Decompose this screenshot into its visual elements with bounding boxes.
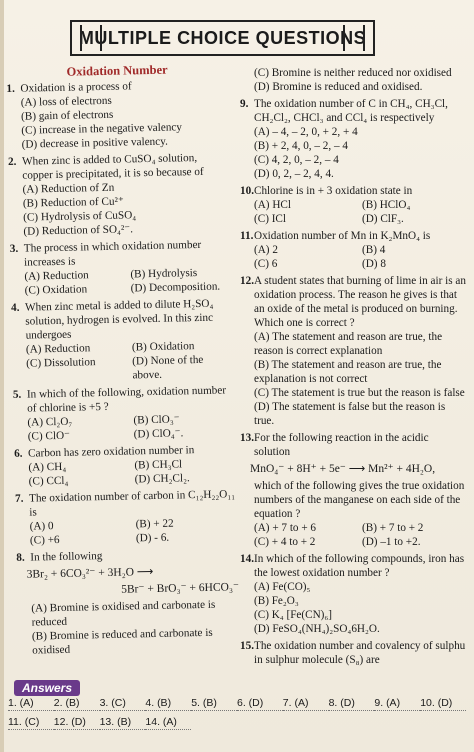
question bbox=[240, 431, 466, 549]
answer-option: (D) FeSO₄(NH₄)₂SO₄6H₂O. bbox=[254, 623, 380, 635]
answers-panel bbox=[0, 681, 474, 752]
answer-option: (B) + 22 bbox=[135, 517, 174, 531]
question-number: 7. bbox=[14, 492, 24, 505]
answer-option: (B) Fe₂O₃ bbox=[254, 595, 299, 607]
answer-option: (C) CCl₄ bbox=[28, 474, 69, 488]
section-header-box bbox=[70, 20, 375, 56]
answer-option: (A) Bromine is oxidised and carbonate is reduced bbox=[31, 598, 216, 629]
answer-option: (D) The statement is false but the reason is true. bbox=[254, 401, 446, 427]
answer-options bbox=[7, 91, 230, 152]
question bbox=[240, 229, 466, 271]
question-number: 3. bbox=[9, 242, 19, 255]
question-text: The oxidation number of C in CH₄, CH₃Cl, CH₂Cl₂, CHCl₃ and CCl₄ is respectively bbox=[254, 98, 448, 124]
question bbox=[240, 274, 466, 428]
answer-option: (D) 0, 2, – 2, 4, 4. bbox=[254, 168, 334, 180]
question bbox=[15, 487, 238, 548]
left-column bbox=[6, 61, 240, 661]
question-text: The process in which oxidation number increases is bbox=[23, 238, 202, 269]
question-text: For the following reaction in the acidic solution bbox=[254, 432, 429, 458]
question-stem bbox=[240, 431, 466, 459]
equation: MnO₄⁻ + 8H⁺ + 5e⁻ ⟶ Mn²⁺ + 4H₂O, bbox=[250, 463, 436, 475]
question-text: In which of the following compounds, iron has the lowest oxidation number ? bbox=[254, 553, 465, 579]
answer-options bbox=[8, 178, 231, 239]
answer-option: (B) + 7 to + 2 bbox=[362, 522, 424, 534]
header-decoration-right bbox=[343, 25, 365, 51]
answer-options bbox=[240, 198, 466, 226]
question-stem bbox=[240, 184, 466, 198]
right-column bbox=[240, 66, 466, 670]
section-title: Oxidation Number bbox=[66, 62, 168, 79]
header-decoration-left bbox=[80, 25, 102, 51]
answer-option: (C) ICl bbox=[254, 213, 287, 225]
answer-option: (B) + 2, 4, 0, – 2, – 4 bbox=[254, 140, 348, 152]
question bbox=[11, 296, 235, 385]
answer-option: (C) + 4 to + 2 bbox=[254, 536, 316, 548]
answer-option: (B) Oxidation bbox=[131, 340, 195, 354]
question-text: The oxidation number and covalency of sulphu in sulphur molecule (S₈) are bbox=[254, 640, 466, 666]
answer-option: (D) 8 bbox=[362, 258, 386, 270]
answer-option: (A) + 7 to + 6 bbox=[254, 522, 317, 534]
answer-option: (D) ClO₄⁻. bbox=[133, 427, 184, 441]
answer-option: (D) CH₂Cl₂. bbox=[134, 472, 190, 486]
question-text: Chlorine is in + 3 oxidation state in bbox=[254, 185, 413, 197]
question-text: Carbon has zero oxidation number in bbox=[27, 444, 195, 460]
answer-option: (A) Reduction bbox=[24, 269, 89, 283]
answer-key-item: 3. (C) bbox=[100, 696, 146, 711]
answer-option: (A) loss of electrons bbox=[20, 94, 112, 109]
question bbox=[240, 66, 466, 94]
answer-option: (B) ClO₃⁻ bbox=[133, 413, 180, 427]
answer-option: (D) - 6. bbox=[135, 531, 170, 545]
question-text: When zinc is added to CuSO₄ solution, copper is precipitated, it is so because of bbox=[21, 152, 204, 182]
answer-option: (C) K₄ [Fe(CN)₆] bbox=[254, 609, 333, 621]
question-stem bbox=[8, 150, 231, 183]
answer-option: (A) Cl₂O₇ bbox=[27, 415, 73, 429]
question-number: 11. bbox=[240, 230, 254, 242]
answer-option: (B) CH₃Cl bbox=[134, 458, 183, 472]
question bbox=[240, 639, 466, 667]
question-stem bbox=[240, 639, 466, 667]
answer-option: (B) The statement and reason are true, the explanation is not correct bbox=[254, 359, 442, 385]
question bbox=[10, 237, 233, 298]
equation: 3Br₂ + 6CO₃²⁻ + 3H₂O ⟶ bbox=[26, 566, 154, 581]
answer-key-item: 11. (C) bbox=[8, 715, 54, 730]
answer-option: (D) Bromine is reduced and oxidised. bbox=[254, 81, 423, 93]
answer-options bbox=[14, 456, 237, 489]
question-text-continued: which of the following gives the true oxidation numbers of the manganese on each side of the equation ? bbox=[254, 480, 465, 520]
answer-key-item: 9. (A) bbox=[374, 696, 420, 711]
answer-option: (C) +6 bbox=[29, 533, 60, 547]
answer-option: (A) The statement and reason are true, the reason is correct explanation bbox=[254, 331, 443, 357]
answer-key-item: 8. (D) bbox=[329, 696, 375, 711]
answer-option: (C) Bromine is neither reduced nor oxidised bbox=[254, 67, 452, 79]
question-stem bbox=[16, 546, 238, 565]
answer-key-item: 4. (B) bbox=[145, 696, 191, 711]
question-number: 8. bbox=[16, 551, 25, 564]
answer-options bbox=[10, 265, 233, 298]
answer-options bbox=[240, 243, 466, 271]
question-number: 12. bbox=[240, 275, 254, 287]
answer-option: (A) 2 bbox=[254, 244, 278, 256]
question-text: A student states that burning of lime in air is an oxidation process. The reason he gives is that an oxide of the metal is produced on burning. Which one is correct ? bbox=[254, 275, 466, 329]
answer-key-item: 7. (A) bbox=[283, 696, 329, 711]
question-text: The oxidation number of carbon in C₁₂H₂₂O₁₁ is bbox=[28, 488, 236, 519]
answer-key-item: 10. (D) bbox=[420, 696, 466, 711]
answer-option: (C) Hydrolysis of CuSO₄ bbox=[23, 209, 137, 224]
answer-options bbox=[17, 597, 240, 658]
answer-options bbox=[12, 338, 235, 385]
question-stem bbox=[240, 274, 466, 330]
question-number: 2. bbox=[7, 155, 17, 168]
answer-option: (B) Reduction of Cu²⁺ bbox=[22, 195, 124, 210]
question-number: 1. bbox=[6, 82, 15, 95]
answer-option: (B) 4 bbox=[362, 244, 386, 256]
question-text: In which of the following, oxidation number of chlorine is +5 ? bbox=[26, 384, 227, 415]
answer-options bbox=[16, 515, 239, 548]
answer-option: (B) HClO₄ bbox=[362, 199, 411, 211]
answer-option: (C) 4, 2, 0, – 2, – 4 bbox=[254, 154, 339, 166]
answer-options bbox=[240, 330, 466, 428]
answer-option: (D) ClF₃. bbox=[362, 213, 404, 225]
question-number: 13. bbox=[240, 432, 254, 444]
answer-key-item: 5. (B) bbox=[191, 696, 237, 711]
answer-option: (C) increase in the negative valency bbox=[21, 121, 183, 137]
question bbox=[6, 77, 229, 152]
question-number: 4. bbox=[10, 301, 20, 314]
question-text: In the following bbox=[30, 550, 103, 564]
answer-option: (D) –1 to +2. bbox=[362, 536, 421, 548]
question-stem bbox=[240, 97, 466, 125]
answer-option: (B) gain of electrons bbox=[20, 108, 114, 123]
answer-option: (D) Decomposition. bbox=[130, 280, 221, 295]
question-text: Oxidation is a process of bbox=[20, 80, 132, 95]
answers-grid bbox=[8, 696, 466, 730]
answer-options bbox=[240, 66, 466, 94]
equation-product: 5Br⁻ + BrO₃⁻ + 6HCO₃⁻ bbox=[121, 581, 240, 596]
answer-options bbox=[240, 125, 466, 181]
answer-key-item: 13. (B) bbox=[100, 715, 146, 730]
answer-key-item: 14. (A) bbox=[145, 715, 191, 730]
question bbox=[8, 150, 232, 239]
question-number: 14. bbox=[240, 553, 254, 565]
answer-option: (B) Hydrolysis bbox=[130, 267, 198, 281]
answer-option: (A) Reduction bbox=[25, 342, 91, 356]
answer-option: (C) Dissolution bbox=[26, 356, 96, 370]
answers-label: Answers bbox=[14, 680, 80, 696]
answer-key-item: 12. (D) bbox=[54, 715, 100, 730]
answer-option: (A) 0 bbox=[29, 520, 54, 533]
question bbox=[240, 184, 466, 226]
question bbox=[13, 383, 236, 444]
answer-option: (A) Reduction of Zn bbox=[22, 181, 115, 196]
answer-key-item: 1. (A) bbox=[8, 696, 54, 711]
question-number: 6. bbox=[14, 447, 23, 460]
question-number: 15. bbox=[240, 640, 254, 652]
answer-option: (D) decrease in positive valency. bbox=[21, 135, 168, 151]
answer-options bbox=[240, 521, 466, 549]
page-edge bbox=[0, 0, 4, 752]
answer-key-item: 2. (B) bbox=[54, 696, 100, 711]
question-stem bbox=[240, 552, 466, 580]
page-title: MULTIPLE CHOICE QUESTIONS bbox=[78, 27, 367, 48]
question bbox=[16, 546, 240, 658]
answer-option: (D) None of the above. bbox=[132, 353, 204, 382]
answer-option: (C) Oxidation bbox=[24, 283, 88, 297]
answer-option: (C) The statement is true but the reason is false bbox=[254, 387, 465, 399]
answer-option: (A) Fe(CO)₅ bbox=[254, 581, 311, 593]
question bbox=[240, 97, 466, 181]
question-number: 9. bbox=[240, 98, 249, 110]
question-text: When zinc metal is added to dilute H₂SO₄ solution, hydrogen is evolved. In this zinc undergoes bbox=[24, 297, 214, 342]
answer-option: (D) Reduction of SO₄²⁻. bbox=[23, 223, 134, 238]
question-number: 10. bbox=[240, 185, 254, 197]
question bbox=[14, 442, 237, 489]
answer-option: (C) 6 bbox=[254, 258, 278, 270]
answer-option: (A) HCl bbox=[254, 199, 291, 211]
answer-option: (A) CH₄ bbox=[28, 460, 67, 474]
question-stem bbox=[240, 229, 466, 243]
question bbox=[240, 552, 466, 636]
answer-options bbox=[240, 580, 466, 636]
answer-key-item: 6. (D) bbox=[237, 696, 283, 711]
question-stem bbox=[11, 296, 234, 343]
answer-options bbox=[13, 411, 236, 444]
question-number: 5. bbox=[12, 388, 22, 401]
answer-option: (C) ClO⁻ bbox=[27, 429, 71, 443]
answer-option: (B) Bromine is reduced and carbonate is oxidised bbox=[31, 626, 213, 657]
answer-option: (A) – 4, – 2, 0, + 2, + 4 bbox=[254, 126, 358, 138]
question-text: Oxidation number of Mn in K₂MnO₄ is bbox=[254, 230, 431, 242]
